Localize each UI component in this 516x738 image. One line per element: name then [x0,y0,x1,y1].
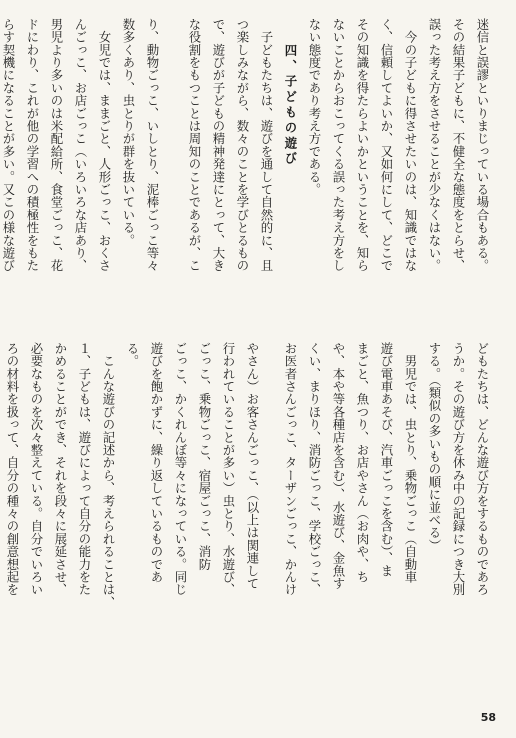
text-column: 今の子どもに得させたいのは、知識ではな [403,18,418,272]
text-column: んごっこ、お店ごっこ（いろいろな店あり、 [73,18,88,272]
text-column: 女児では、ままごと、人形ごっこ、おくさ [97,18,112,272]
text-column: く、信頼してよいか、又如何にして、どこで [379,18,394,272]
text-column: ろの材料を扱って、自分の種々の創意想起を [5,342,20,596]
text-column: 行われていることが多い）虫とり、水遊び、 [221,342,236,596]
text-column: ない態度であり考え方である。 [307,18,322,196]
text-block-top-left [1,18,164,328]
text-column: うか。その遊び方を休み中の記録につき大別 [451,342,466,596]
text-column: その結果子どもに、不健全な態度をとらせ、 [451,18,466,272]
text-column: 遊びを飽かずに、繰り返しているものであ [149,342,164,584]
text-column: かめることができ、それを段々に展延させ、 [53,342,68,596]
text-column: どもたちは、どんな遊び方をするものであろ [475,342,490,596]
text-column: 男児より多いのは米配給所、食堂ごっこ、花 [49,18,64,272]
text-column: ドにわり、これが他の学習への積極性をもた [25,18,40,272]
text-column: 必要なものを次々整えている。自分でいろい [29,342,44,596]
text-column: 数多くあり、虫とりが群を抜いている。 [121,18,136,247]
text-column: や、本や等各種店を含む）、水遊び、金魚す [331,342,346,590]
text-column: くい、まりほり、消防ごっこ、学校ごっこ、 [307,342,322,596]
text-column: お医者さんごっこ、ターザンごっこ、かんけ [283,342,298,596]
text-column: 男児では、虫とり、乗物ごっこ（自動車 [403,342,418,584]
text-column: ないことからおこってくる誤った考え方をし [331,18,346,272]
text-column: らす契機になることが多い。又この様な遊び [1,18,16,272]
text-column: で、遊びが子どもの精神発達にとって、大き [211,18,226,272]
text-column: する。（類似の多いもの順に並べる） [427,342,442,552]
text-block-bottom-right [264,342,494,712]
text-column: な役割をもつことは周知のことであるが、こ [187,18,202,272]
text-column: １、子どもは、遊びによって自分の能力をた [77,342,92,596]
text-column: 誤った考え方をさせることが少なくはない。 [427,18,442,272]
text-column: る。 [125,342,140,368]
text-column: 遊び電車あそび、汽車ごっこを含む）、ま [379,342,394,578]
text-column: その知識を得たらよいかということを、知ら [355,18,370,272]
text-block-top-right [164,18,494,328]
text-column: 迷信と誤謬といりまじっている場合もある。 [475,18,490,272]
text-column: り、動物ごっこ、いしとり、泥棒ごっこ等々 [145,18,160,272]
text-column: まごと、魚つり、お店やさん（お肉や、ち [355,342,370,584]
text-column: やさん）お客さんごっこ、（以上は関連して [245,342,260,590]
text-column: つ楽しみながら、数々のことを学びとるもの [235,18,250,272]
text-column: ごっこ、乗物ごっこ、宿屋ごっこ、消防 [197,342,212,571]
text-column: ごっこ、かくれんぼ等々になっている。同じ [173,342,188,596]
text-column: こんな遊びの記述から、考えられることは、 [101,342,116,609]
text-column: 子どもたちは、遊びを通して自然的に、且 [259,18,274,272]
section-heading: 四、子どもの遊び [283,44,298,168]
page-number: 58 [480,711,496,724]
text-block-bottom-left [5,342,264,712]
